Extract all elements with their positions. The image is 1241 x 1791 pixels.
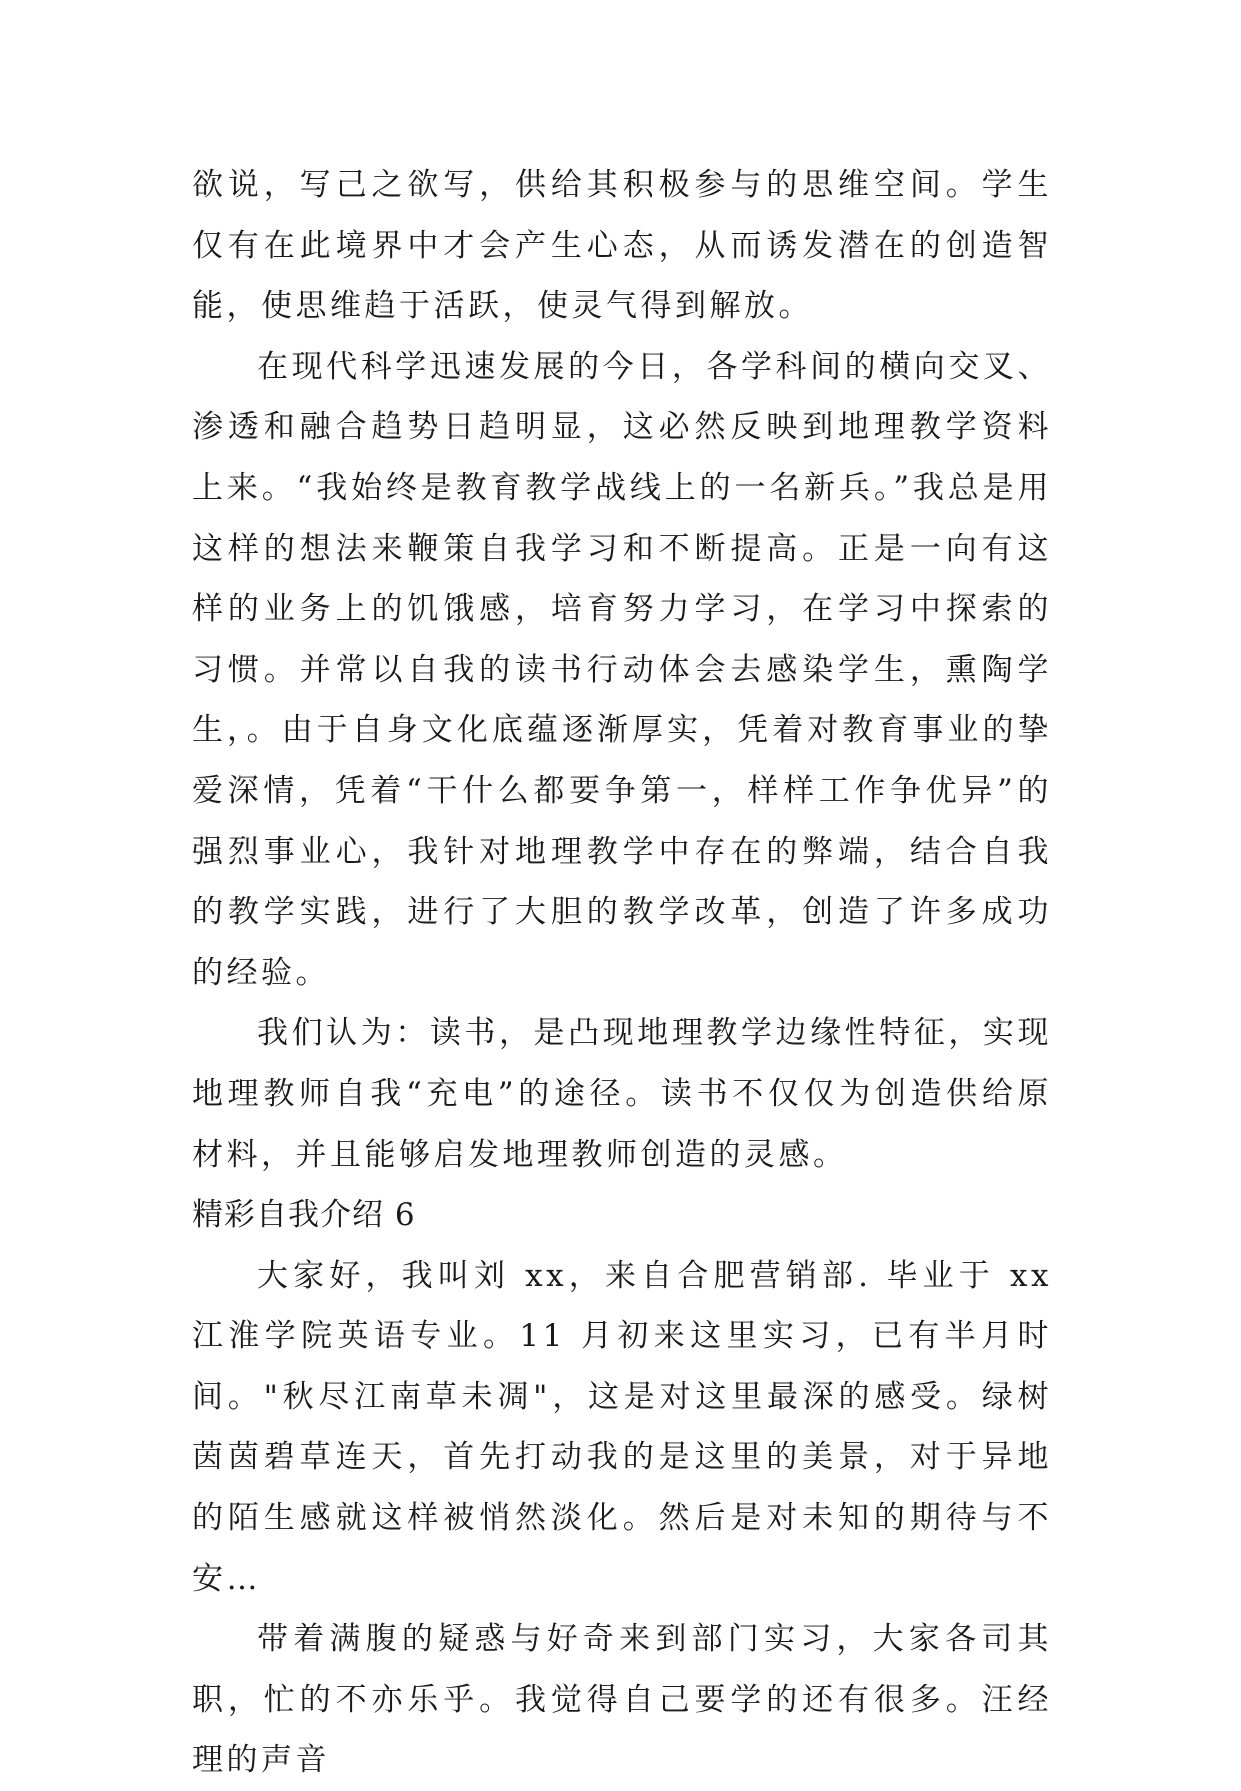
document-page	[192, 155, 1052, 1791]
section-heading: 精彩自我介绍 6	[192, 1197, 416, 1234]
paragraph-4: 大家好，我叫刘 xx，来自合肥营销部. 毕业于 xx 江淮学院英语专业。11 月初来这里实习，已有半月时间。"秋尽江南草未凋"，这是对这里最深的感受。绿树茵茵碧草连天，首先打动我的是这里的美景，对于异地的陌生感就这样被悄然淡化。然后是对未知的期待与不安…	[192, 1257, 1052, 1597]
paragraph-1: 欲说，写己之欲写，供给其积极参与的思维空间。学生仅有在此境界中才会产生心态，从而诱发潜在的创造智能，使思维趋于活跃，使灵气得到解放。	[192, 167, 1052, 325]
paragraph-5: 带着满腹的疑惑与好奇来到部门实习，大家各司其职，忙的不亦乐乎。我觉得自己要学的还有很多。汪经理的声音	[192, 1621, 1052, 1779]
paragraph-2: 在现代科学迅速发展的今日，各学科间的横向交叉、渗透和融合趋势日趋明显，这必然反映到地理教学资料上来。“我始终是教育教学战线上的一名新兵。”我总是用这样的想法来鞭策自我学习和不断提高。正是一向有这样的业务上的饥饿感，培育努力学习，在学习中探索的习惯。并常以自我的读书行动体会去感染学生，熏陶学生，。由于自身文化底蕴逐渐厚实，凭着对教育事业的挚爱深情，凭着“干什么都要争第一，样样工作争优异”的强烈事业心，我针对地理教学中存在的弊端，结合自我的教学实践，进行了大胆的教学改革，创造了许多成功的经验。	[192, 348, 1052, 991]
paragraph-3: 我们认为：读书，是凸现地理教学边缘性特征，实现地理教师自我“充电”的途径。读书不仅仅为创造供给原材料，并且能够启发地理教师创造的灵感。	[192, 1015, 1052, 1173]
